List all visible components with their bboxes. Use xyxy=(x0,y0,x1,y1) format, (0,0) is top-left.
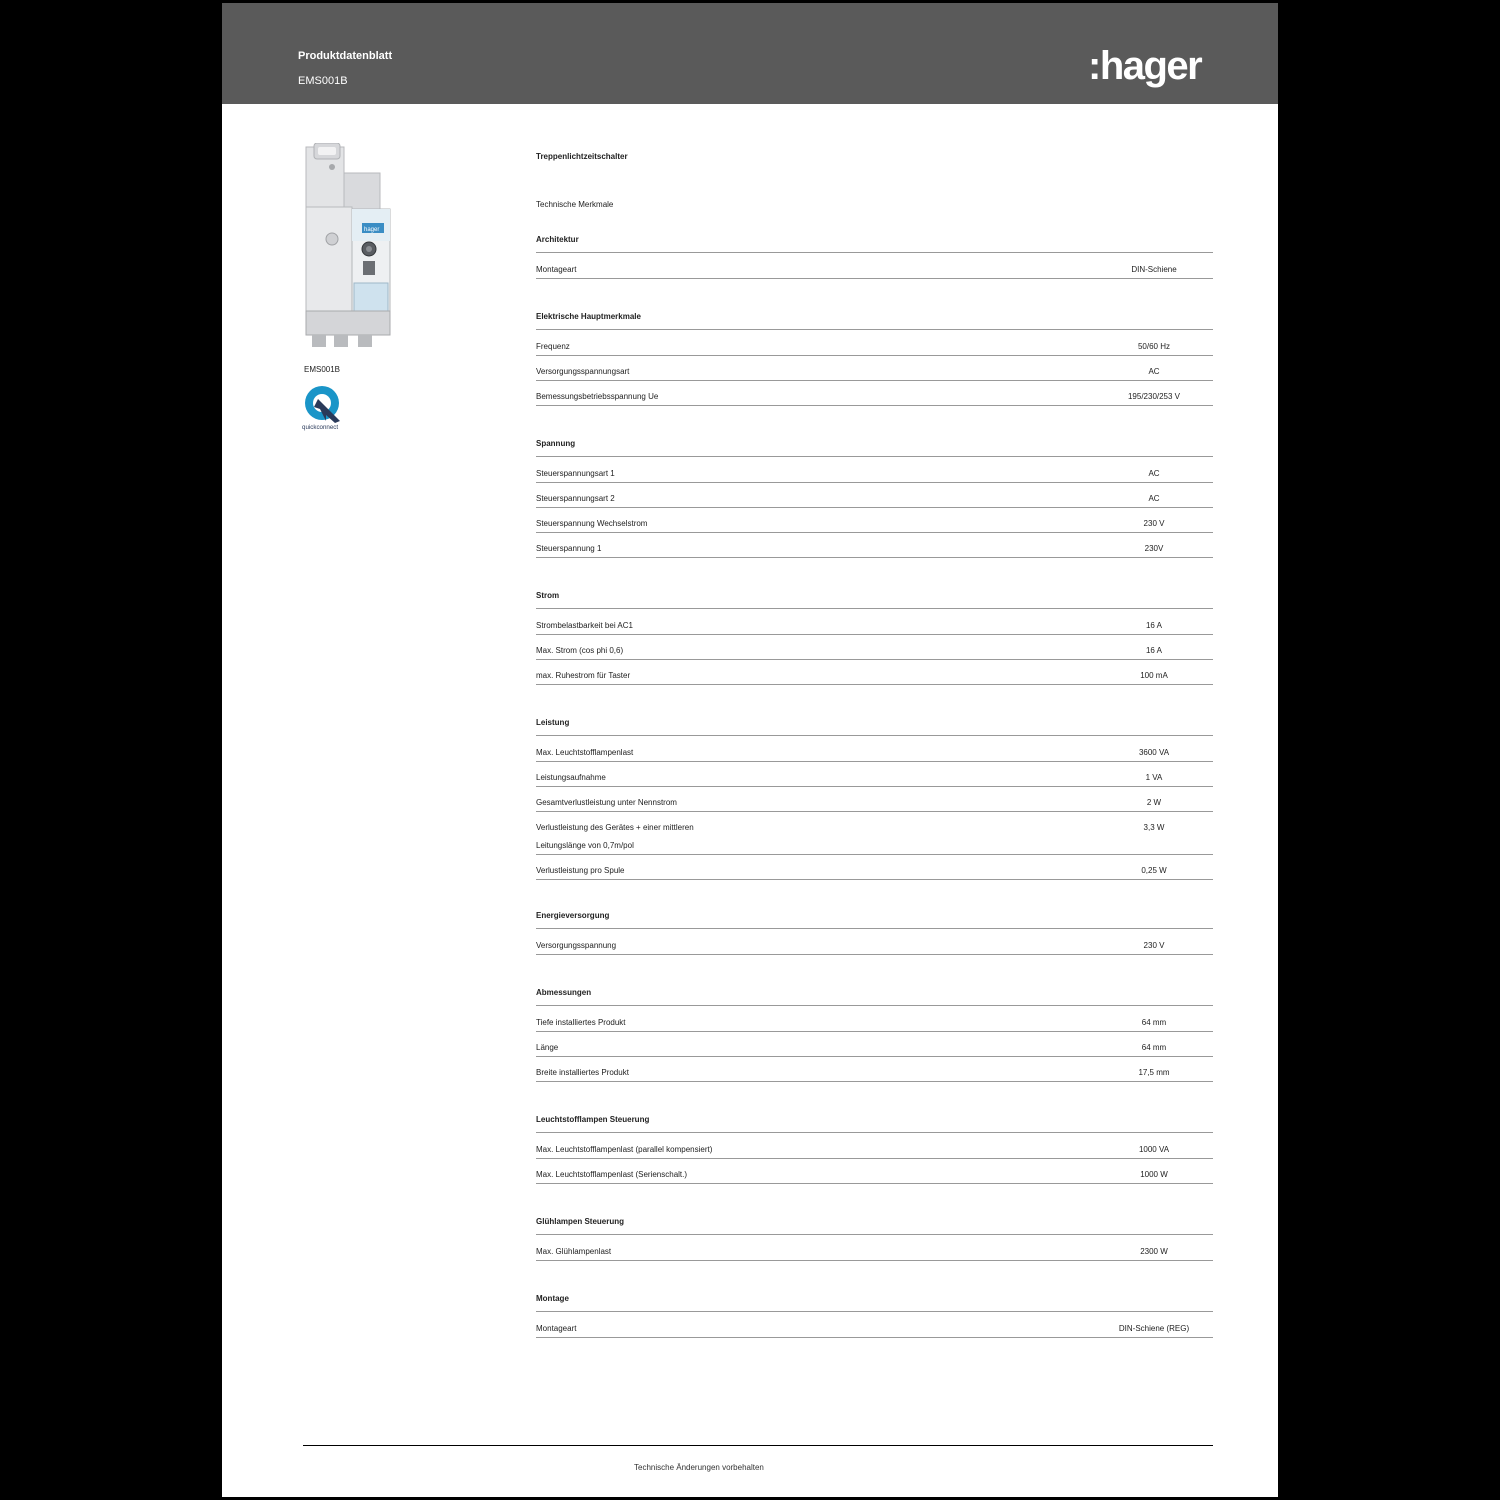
spec-label: Verlustleistung pro Spule xyxy=(536,866,625,875)
spec-value: 0,25 W xyxy=(1141,866,1167,875)
section-title: Abmessungen xyxy=(536,988,592,997)
spec-row xyxy=(536,609,1213,635)
spec-row xyxy=(536,1056,1213,1082)
spec-row xyxy=(536,786,1213,812)
spec-row xyxy=(536,1031,1213,1057)
spec-value: 1 VA xyxy=(1145,773,1163,782)
spec-value: 64 mm xyxy=(1141,1043,1167,1052)
spec-row xyxy=(536,1133,1213,1159)
document-code: EMS001B xyxy=(298,75,348,87)
spec-label: Max. Leuchtstofflampenlast (parallel kompensiert) xyxy=(536,1145,713,1154)
section-title: Energieversorgung xyxy=(536,911,610,920)
spec-label: Leistungsaufnahme xyxy=(536,773,606,782)
spec-row xyxy=(536,532,1213,558)
spec-label: Verlustleistung des Gerätes + einer mittleren xyxy=(536,823,694,832)
spec-value: 17,5 mm xyxy=(1138,1068,1170,1077)
spec-label: Max. Leuchtstofflampenlast xyxy=(536,748,634,757)
hager-logo: :hager xyxy=(1088,44,1202,88)
spec-label: Max. Strom (cos phi 0,6) xyxy=(536,646,624,655)
product-image xyxy=(302,143,394,349)
section-title: Glühlampen Steuerung xyxy=(536,1217,625,1226)
spec-row xyxy=(536,355,1213,381)
spec-row xyxy=(536,659,1213,685)
spec-label: Steuerspannung 1 xyxy=(536,544,602,553)
spec-value: DIN-Schiene xyxy=(1131,265,1177,274)
footer-divider xyxy=(303,1445,1213,1446)
spec-label: Versorgungsspannung xyxy=(536,941,617,950)
spec-row xyxy=(536,854,1213,880)
section-title: Strom xyxy=(536,591,560,600)
spec-value: AC xyxy=(1148,494,1160,503)
spec-row xyxy=(536,253,1213,279)
section-title: Montage xyxy=(536,1294,569,1303)
spec-label: Gesamtverlustleistung unter Nennstrom xyxy=(536,798,677,807)
spec-label: Frequenz xyxy=(536,342,570,351)
spec-value: DIN-Schiene (REG) xyxy=(1118,1324,1190,1333)
spec-label: Tiefe installiertes Produkt xyxy=(536,1018,626,1027)
spec-value: 3600 VA xyxy=(1138,748,1170,757)
spec-value: 16 A xyxy=(1145,646,1162,655)
spec-value: 3,3 W xyxy=(1143,823,1165,832)
spec-label-continued: Leitungslänge von 0,7m/pol xyxy=(536,841,634,850)
spec-value: AC xyxy=(1148,367,1160,376)
spec-label: Montageart xyxy=(536,1324,577,1333)
spec-value: 2300 W xyxy=(1140,1247,1168,1256)
quickconnect-logo-icon xyxy=(302,385,346,431)
product-title: Treppenlichtzeitschalter xyxy=(536,152,628,161)
product-caption: EMS001B xyxy=(304,365,341,374)
document-label: Produktdatenblatt xyxy=(298,50,393,62)
spec-label: Max. Glühlampenlast xyxy=(536,1247,612,1256)
spec-value: 64 mm xyxy=(1141,1018,1167,1027)
spec-row xyxy=(536,380,1213,406)
spec-value: AC xyxy=(1148,469,1160,478)
spec-row xyxy=(536,1235,1213,1261)
spec-label: Länge xyxy=(536,1043,559,1052)
spec-value: 230V xyxy=(1144,544,1164,553)
footer-note: Technische Änderungen vorbehalten xyxy=(634,1463,764,1472)
spec-row xyxy=(536,634,1213,660)
spec-label: Strombelastbarkeit bei AC1 xyxy=(536,621,633,630)
spec-label: Max. Leuchtstofflampenlast (Serienschalt.) xyxy=(536,1170,688,1179)
spec-value: 2 W xyxy=(1146,798,1162,807)
spec-value: 50/60 Hz xyxy=(1137,342,1171,351)
datasheet-page xyxy=(222,3,1278,1497)
section-title: Leistung xyxy=(536,718,570,727)
spec-label: Bemessungsbetriebsspannung Ue xyxy=(536,392,659,401)
spec-label: Steuerspannung Wechselstrom xyxy=(536,519,648,528)
spec-row xyxy=(536,1006,1213,1032)
section-title: Architektur xyxy=(536,235,579,244)
spec-row xyxy=(536,929,1213,955)
spec-value: 1000 VA xyxy=(1138,1145,1170,1154)
spec-value: 100 mA xyxy=(1140,671,1168,680)
quickconnect-label: quickconnect xyxy=(302,424,339,431)
spec-row xyxy=(536,1312,1213,1338)
spec-row xyxy=(536,1158,1213,1184)
spec-label: Steuerspannungsart 1 xyxy=(536,469,615,478)
spec-row xyxy=(536,811,1213,855)
spec-value: 16 A xyxy=(1145,621,1162,630)
spec-label: max. Ruhestrom für Taster xyxy=(536,671,631,680)
spec-row xyxy=(536,457,1213,483)
spec-row xyxy=(536,761,1213,787)
spec-value: 195/230/253 V xyxy=(1127,392,1181,401)
spec-label: Steuerspannungsart 2 xyxy=(536,494,615,503)
spec-label: Montageart xyxy=(536,265,577,274)
spec-value: 230 V xyxy=(1143,941,1165,950)
page-header xyxy=(222,3,1278,104)
section-title: Leuchtstofflampen Steuerung xyxy=(536,1115,650,1124)
section-title: Elektrische Hauptmerkmale xyxy=(536,312,641,321)
spec-label: Versorgungsspannungsart xyxy=(536,367,630,376)
spec-row xyxy=(536,736,1213,762)
spec-value: 1000 W xyxy=(1140,1170,1168,1179)
spec-value: 230 V xyxy=(1143,519,1165,528)
spec-row xyxy=(536,330,1213,356)
spec-label: Breite installiertes Produkt xyxy=(536,1068,629,1077)
spec-subtitle: Technische Merkmale xyxy=(536,200,614,209)
product-brand-label: hager xyxy=(364,227,380,233)
spec-row xyxy=(536,482,1213,508)
section-title: Spannung xyxy=(536,439,576,448)
spec-row xyxy=(536,507,1213,533)
